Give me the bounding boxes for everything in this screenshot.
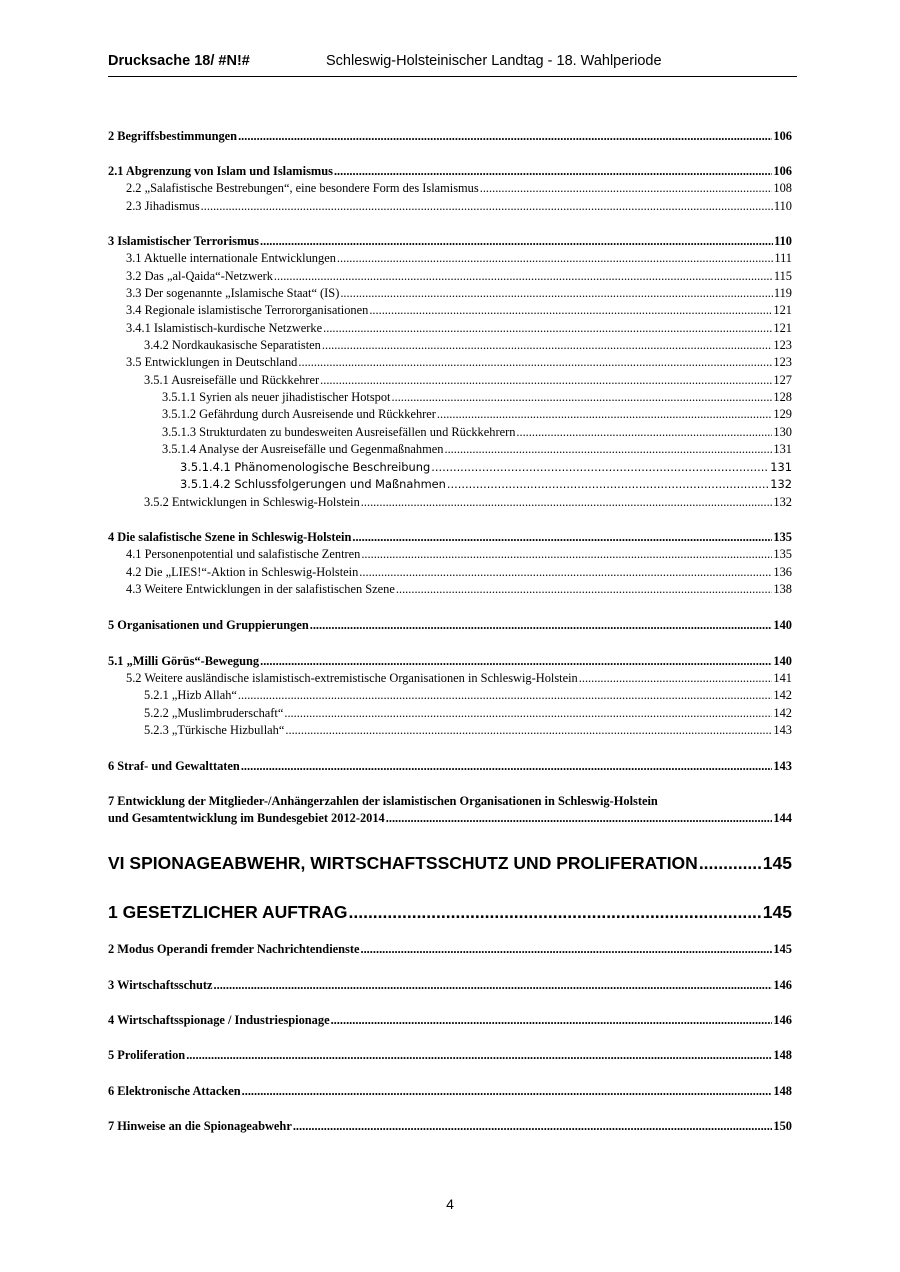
toc-entry[interactable]: 3.5.1.1 Syrien als neuer jihadistischer Hotspot ..... 128 [162, 389, 792, 405]
toc-entry[interactable]: 2.2 „Salafistische Bestrebungen“, eine besondere Form des Islamismus ..... 108 [126, 180, 792, 196]
toc-entry[interactable]: 3.5.1.4.2 Schlussfolgerungen und Maßnahmen ..... 132 [180, 476, 792, 492]
toc-chapter-entry[interactable]: VI SPIONAGEABWEHR, WIRTSCHAFTSSCHUTZ UND PROLIFERATION ..... 145 [108, 852, 792, 874]
toc-entry[interactable]: 3.5.1.4 Analyse der Ausreisefälle und Gegenmaßnahmen ..... 131 [162, 441, 792, 457]
toc-entry[interactable]: 3.5.2 Entwicklungen in Schleswig-Holstein ..... 132 [144, 494, 792, 510]
toc-entry-line2: und Gesamtentwicklung im Bundesgebiet 2012-2014 [108, 811, 385, 825]
toc-entry[interactable]: 4 Die salafistische Szene in Schleswig-Holstein ..... 135 [108, 529, 792, 545]
toc-entry[interactable]: 4.1 Personenpotential und salafistische Zentren ..... 135 [126, 546, 792, 562]
toc-entry[interactable]: 3.5.1.4.1 Phänomenologische Beschreibung ..... 131 [180, 459, 792, 475]
toc-entry[interactable]: 5.2.2 „Muslimbruderschaft“ ..... 142 [144, 705, 792, 721]
toc-entry[interactable]: 3.1 Aktuelle internationale Entwicklungen ..... 111 [126, 250, 792, 266]
toc-entry[interactable]: 3.4.1 Islamistisch-kurdische Netzwerke ..... 121 [126, 320, 792, 336]
toc-entry[interactable]: 3.4 Regionale islamistische Terrororganisationen ..... 121 [126, 302, 792, 318]
toc-entry[interactable]: 4 Wirtschaftsspionage / Industriespionage ..... 146 [108, 1012, 792, 1028]
toc-chapter-entry[interactable]: 1 GESETZLICHER AUFTRAG ..... 145 [108, 901, 792, 923]
toc-page-number: 144 [773, 811, 792, 825]
toc-entry[interactable]: 5.2.3 „Türkische Hizbullah“ ..... 143 [144, 722, 792, 738]
toc-entry[interactable]: 3 Wirtschaftsschutz ..... 146 [108, 977, 792, 993]
toc-entry[interactable]: 2.3 Jihadismus ..... 110 [126, 198, 792, 214]
toc-entry[interactable]: 5 Proliferation ..... 148 [108, 1047, 792, 1063]
document-number: Drucksache 18/ #N!# [108, 53, 250, 69]
toc-entry[interactable]: 6 Straf- und Gewalttaten ..... 143 [108, 758, 792, 774]
toc-entry[interactable]: 3.4.2 Nordkaukasische Separatisten ..... 123 [144, 337, 792, 353]
toc-entry[interactable]: 3.5.1.2 Gefährdung durch Ausreisende und Rückkehrer ..... 129 [162, 406, 792, 422]
toc-entry[interactable]: 2.1 Abgrenzung von Islam und Islamismus ..... 106 [108, 163, 792, 179]
toc-entry[interactable]: 4.3 Weitere Entwicklungen in der salafistischen Szene ..... 138 [126, 581, 792, 597]
toc-entry[interactable]: 3.5 Entwicklungen in Deutschland ..... 123 [126, 354, 792, 370]
toc-entry[interactable]: 5 Organisationen und Gruppierungen ..... 140 [108, 617, 792, 633]
toc-entry[interactable]: 5.2 Weitere ausländische islamistisch-extremistische Organisationen in Schleswig-Holstein ..... 141 [126, 670, 792, 686]
page-header [108, 52, 797, 77]
toc-entry[interactable]: 2 Modus Operandi fremder Nachrichtendienste ..... 145 [108, 941, 792, 957]
toc-entry[interactable]: 3 Islamistischer Terrorismus ..... 110 [108, 233, 792, 249]
toc-entry[interactable]: 3.3 Der sogenannte „Islamische Staat“ (IS) ..... 119 [126, 285, 792, 301]
toc-entry[interactable]: 7 Hinweise an die Spionageabwehr ..... 150 [108, 1118, 792, 1134]
toc-entry[interactable]: 3.5.1.3 Strukturdaten zu bundesweiten Ausreisefällen und Rückkehrern ..... 130 [162, 424, 792, 440]
parliament-title: Schleswig-Holsteinischer Landtag - 18. Wahlperiode [326, 53, 662, 69]
toc-entry[interactable] [108, 793, 792, 827]
toc-entry[interactable]: 6 Elektronische Attacken ..... 148 [108, 1083, 792, 1099]
toc-entry-line1: 7 Entwicklung der Mitglieder-/Anhängerzahlen der islamistischen Organisationen in Schleswig-Holstein [108, 794, 658, 808]
toc-entry[interactable]: 5.1 „Milli Görüs“-Bewegung ..... 140 [108, 653, 792, 669]
toc-entry[interactable]: 3.2 Das „al-Qaida“-Netzwerk ..... 115 [126, 268, 792, 284]
toc-entry[interactable]: 5.2.1 „Hizb Allah“ ..... 142 [144, 687, 792, 703]
toc-entry[interactable]: 4.2 Die „LIES!“-Aktion in Schleswig-Holstein ..... 136 [126, 564, 792, 580]
toc-entry[interactable]: 2 Begriffsbestimmungen ..... 106 [108, 128, 792, 144]
toc-entry[interactable]: 3.5.1 Ausreisefälle und Rückkehrer ..... 127 [144, 372, 792, 388]
page-number: 4 [446, 1196, 454, 1212]
